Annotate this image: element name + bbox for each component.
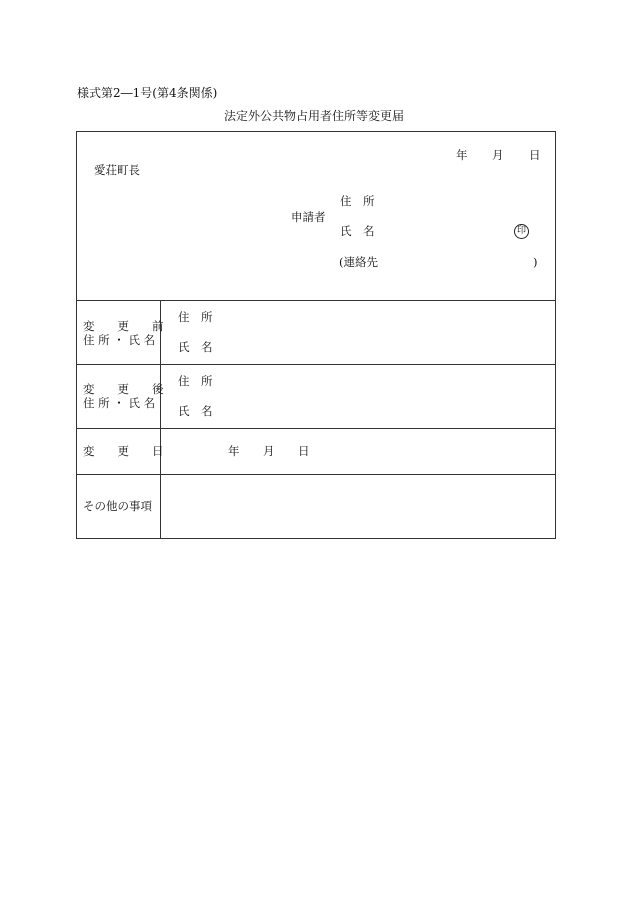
change-date-label: 変 更 日 [83, 444, 164, 458]
row-divider [77, 300, 555, 301]
date-day-label: 日 [529, 148, 541, 162]
row-divider [77, 364, 555, 365]
after-address-label: 住 所 [178, 374, 213, 388]
contact-open: (連絡先 [339, 255, 378, 269]
form-number: 様式第2―1号(第4条関係) [77, 86, 218, 100]
row-divider [77, 474, 555, 475]
other-matters-label: その他の事項 [83, 499, 152, 513]
before-label-line1: 変 更 前 [83, 319, 164, 333]
addressee: 愛荘町長 [94, 163, 140, 177]
row-divider [77, 428, 555, 429]
before-label-line2: 住 所 ・ 氏 名 [83, 333, 156, 347]
form-table [76, 131, 556, 539]
change-date-year: 年 [228, 444, 240, 458]
column-divider [160, 300, 161, 538]
before-address-label: 住 所 [178, 310, 213, 324]
change-date-month: 月 [263, 444, 275, 458]
applicant-name-label: 氏 名 [340, 224, 375, 238]
date-month-label: 月 [492, 148, 504, 162]
before-name-label: 氏 名 [178, 340, 213, 354]
form-title: 法定外公共物占用者住所等変更届 [224, 109, 405, 123]
after-label-line1: 変 更 後 [83, 382, 164, 396]
applicant-address-label: 住 所 [340, 194, 375, 208]
date-year-label: 年 [456, 148, 468, 162]
after-label-line2: 住 所 ・ 氏 名 [83, 396, 156, 410]
change-date-day: 日 [298, 444, 310, 458]
applicant-label: 申請者 [291, 210, 326, 224]
after-name-label: 氏 名 [178, 404, 213, 418]
seal-mark: 印 [514, 224, 529, 239]
contact-close: ) [533, 255, 538, 269]
